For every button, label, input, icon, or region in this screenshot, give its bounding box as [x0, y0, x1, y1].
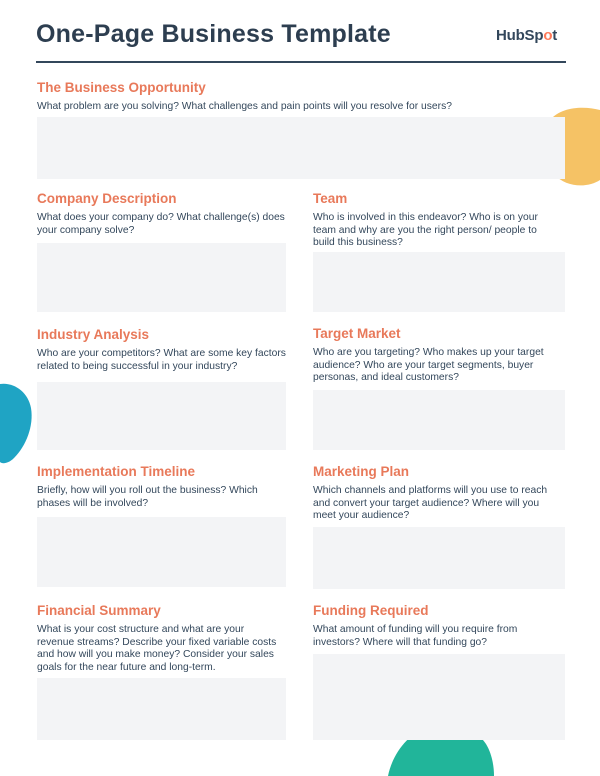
logo-sprocket: o: [543, 27, 553, 44]
target-market-input-box[interactable]: [313, 390, 565, 450]
marketing-plan-input-box[interactable]: [313, 527, 565, 589]
section-target-market: [313, 326, 553, 385]
section-industry-analysis: [37, 327, 287, 373]
section-marketing-plan: [313, 464, 558, 523]
team-input-box[interactable]: [313, 252, 565, 312]
section-question: What does your company do? What challenge(s) does your company solve?: [37, 212, 285, 236]
header-divider: [36, 61, 566, 63]
blue-blob-decoration: [0, 380, 34, 464]
section-title: Industry Analysis: [37, 327, 150, 342]
section-title: Target Market: [313, 326, 401, 341]
section-question: What problem are you solving? What challenges and pain points will you resolve for users?: [37, 101, 452, 112]
business-opportunity-input-box[interactable]: [37, 117, 565, 179]
section-question: Who are you targeting? Who makes up your target audience? Who are your target segments, buyer personas, and ideal customers?: [313, 347, 544, 383]
section-question: Briefly, how will you roll out the business? Which phases will be involved?: [37, 485, 258, 509]
section-funding-required: [313, 603, 538, 649]
section-financial-summary: [37, 603, 282, 674]
hubspot-logo: HubSpot: [496, 27, 558, 44]
financial-summary-input-box[interactable]: [37, 678, 286, 740]
section-question: Which channels and platforms will you use to reach and convert your target audience? Where will you meet your audience?: [313, 485, 548, 521]
section-title: Funding Required: [313, 603, 429, 618]
section-title: Company Description: [37, 191, 177, 206]
section-title: The Business Opportunity: [37, 80, 206, 95]
implementation-timeline-input-box[interactable]: [37, 517, 286, 587]
section-question: Who are your competitors? What are some key factors related to being successful in your industry?: [37, 348, 286, 372]
section-title: Financial Summary: [37, 603, 161, 618]
section-title: Team: [313, 191, 348, 206]
section-title: Implementation Timeline: [37, 464, 196, 479]
section-question: What amount of funding will you require from investors? Where will that funding go?: [313, 624, 518, 648]
section-business-opportunity: [37, 80, 567, 114]
funding-required-input-box[interactable]: [313, 654, 565, 740]
section-question: What is your cost structure and what are your revenue streams? Describe your fixed variable costs and how will you make money? Consider your sales goals for the near future and long-term.: [37, 624, 277, 673]
page-title: One-Page Business Template: [36, 20, 391, 48]
section-team: [313, 191, 553, 250]
section-company-description: [37, 191, 287, 237]
section-title: Marketing Plan: [313, 464, 410, 479]
company-description-input-box[interactable]: [37, 243, 286, 312]
industry-analysis-input-box[interactable]: [37, 382, 286, 450]
section-question: Who is involved in this endeavor? Who is on your team and why are you the right person/ people to build this business?: [313, 212, 538, 248]
section-implementation-timeline: [37, 464, 287, 510]
